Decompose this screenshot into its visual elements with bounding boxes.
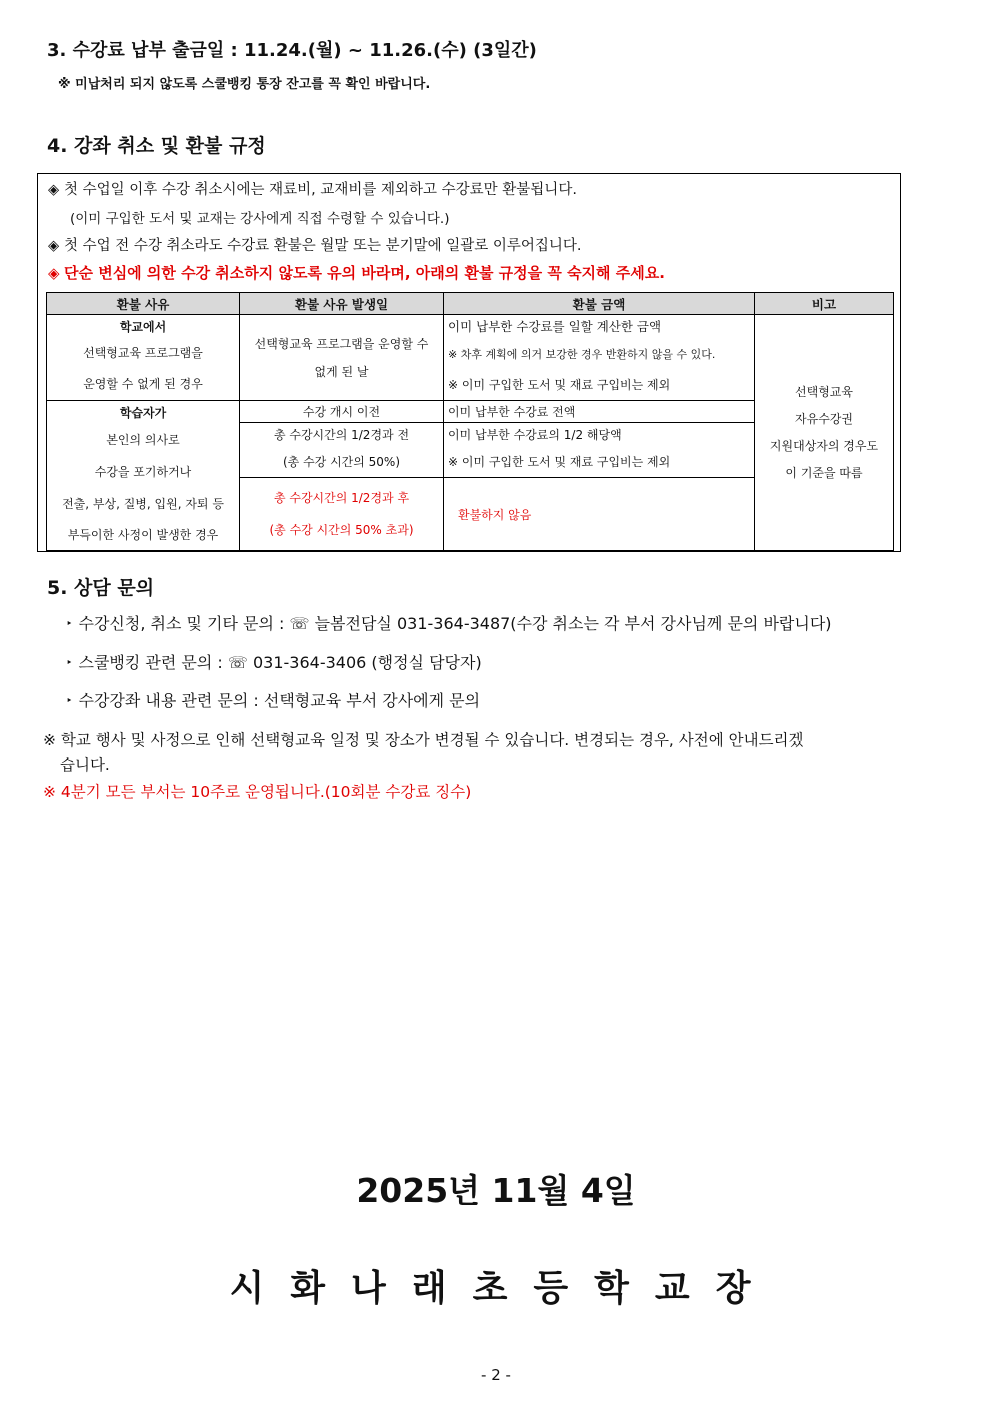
- diamond-bullet-icon: ◈: [48, 182, 60, 198]
- header-date: 환불 사유 발생일: [240, 293, 444, 315]
- contact-item-2: ‣ 스쿨뱅킹 관련 문의 : ☏ 031-364-3406 (행정실 담당자): [66, 653, 482, 672]
- header-amount: 환불 금액: [444, 293, 755, 315]
- refund-table: [46, 292, 894, 551]
- policy-line-3-warning: ◈ 단순 변심에 의한 수강 취소하지 않도록 유의 바라며, 아래의 환불 규정을 꼭 숙지해 주세요.: [48, 264, 665, 282]
- amount-before-half: 이미 납부한 수강료의 1/2 해당액 ※ 이미 구입한 도서 및 재료 구입비는 제외: [444, 423, 755, 478]
- footnote-schedule: ※ 학교 행사 및 사정으로 인해 선택형교육 일정 및 장소가 변경될 수 있습니다. 변경되는 경우, 사전에 안내드리겠: [43, 731, 804, 749]
- table-row: [47, 315, 894, 401]
- amount-school: 이미 납부한 수강료를 일할 계산한 금액 ※ 차후 계획에 의거 보강한 경우 반환하지 않을 수 있다. ※ 이미 구입한 도서 및 재료 구입비는 제외: [444, 315, 755, 401]
- page-number: - 2 -: [481, 1366, 511, 1384]
- refund-policy-box: [37, 173, 901, 552]
- section-5-title: 5. 상담 문의: [47, 577, 155, 599]
- table-header-row: [47, 293, 894, 315]
- document-date: 2025년 11월 4일: [356, 1171, 636, 1210]
- policy-line-1: ◈ 첫 수업일 이후 수강 취소시에는 재료비, 교재비를 제외하고 수강료만 환불됩니다.: [48, 182, 577, 198]
- triangle-bullet-icon: ‣: [66, 694, 73, 707]
- section-3-title: 3. 수강료 납부 출금일 : 11.24.(월) ~ 11.26.(수) (3일간): [47, 40, 537, 61]
- policy-line-1-sub: (이미 구입한 도서 및 교재는 강사에게 직접 수령할 수 있습니다.): [70, 211, 450, 227]
- note-cell: 선택형교육 자유수강권 지원대상자의 경우도 이 기준을 따름: [755, 315, 894, 551]
- section-4-title: 4. 강좌 취소 및 환불 규정: [47, 135, 266, 157]
- date-school: 선택형교육 프로그램을 운영할 수 없게 된 날: [240, 315, 444, 401]
- date-after-half: 총 수강시간의 1/2경과 후 (총 수강 시간의 50% 초과): [240, 478, 444, 551]
- header-note: 비고: [755, 293, 894, 315]
- header-reason: 환불 사유: [47, 293, 240, 315]
- amount-before-start: 이미 납부한 수강료 전액: [444, 401, 755, 423]
- contact-item-1: ‣ 수강신청, 취소 및 기타 문의 : ☏ 늘봄전담실 031-364-3487(수강 취소는 각 부서 강사님께 문의 바랍니다): [66, 614, 832, 633]
- triangle-bullet-icon: ‣: [66, 656, 73, 669]
- reason-learner: 학습자가 본인의 의사로 수강을 포기하거나 전출, 부상, 질병, 입원, 자퇴 등 부득이한 사정이 발생한 경우: [47, 401, 240, 551]
- section-3-note: ※ 미납처리 되지 않도록 스쿨뱅킹 통장 잔고를 꼭 확인 바랍니다.: [58, 77, 431, 92]
- amount-after-half: 환불하지 않음: [444, 478, 755, 551]
- footnote-weeks: ※ 4분기 모든 부서는 10주로 운영됩니다.(10회분 수강료 징수): [43, 783, 472, 801]
- triangle-bullet-icon: ‣: [66, 617, 73, 630]
- date-before-start: 수강 개시 이전: [240, 401, 444, 423]
- diamond-bullet-icon: ◈: [48, 238, 60, 254]
- policy-line-2: ◈ 첫 수업 전 수강 취소라도 수강료 환불은 월말 또는 분기말에 일괄로 이루어집니다.: [48, 238, 582, 254]
- footnote-schedule-cont: 습니다.: [60, 756, 110, 774]
- school-principal-signature: 시화나래초등학교장: [229, 1268, 777, 1309]
- date-before-half: 총 수강시간의 1/2경과 전 (총 수강 시간의 50%): [240, 423, 444, 478]
- contact-item-3: ‣ 수강강좌 내용 관련 문의 : 선택형교육 부서 강사에게 문의: [66, 691, 481, 710]
- reason-school: 학교에서 선택형교육 프로그램을 운영할 수 없게 된 경우: [47, 315, 240, 401]
- diamond-bullet-icon: ◈: [48, 264, 60, 282]
